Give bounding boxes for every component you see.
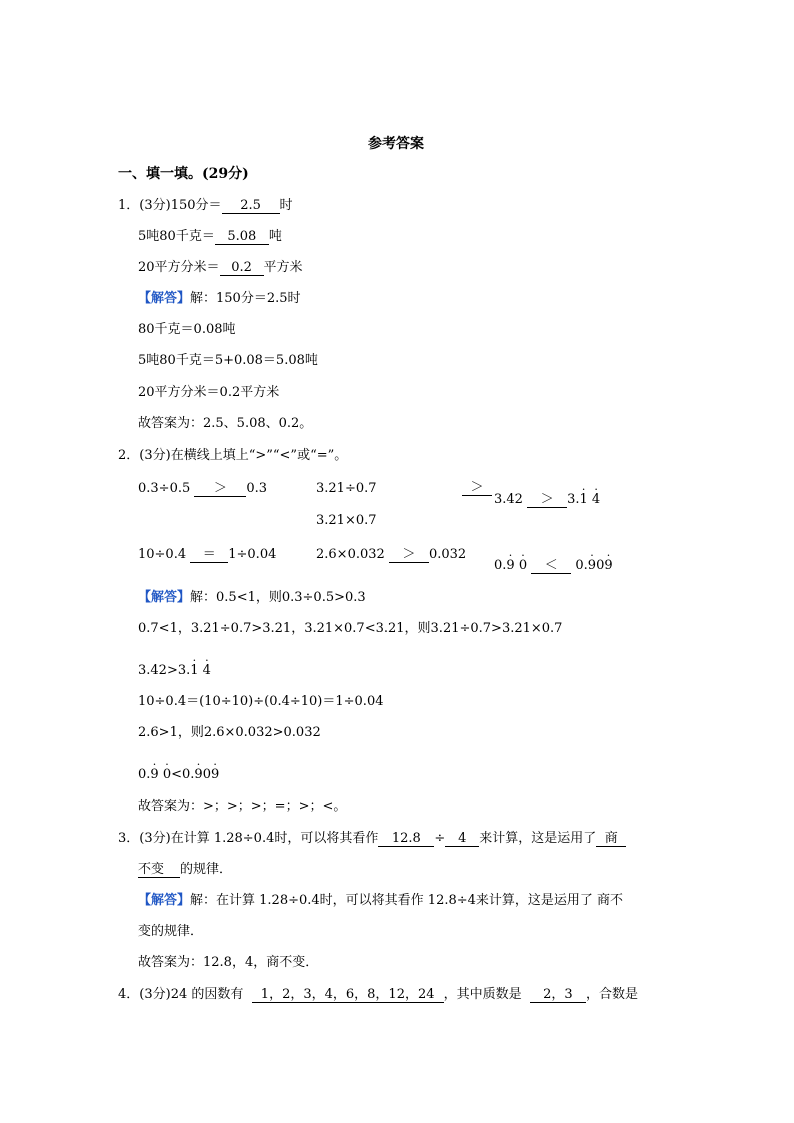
- q2-prompt: 在横线上填上“>”“<”或“=”。: [170, 448, 348, 463]
- s6-repeat-3: · 9: [194, 767, 202, 783]
- q1-answer-2: 5.08: [215, 230, 269, 245]
- q1-answer-1: 2.5: [222, 199, 280, 214]
- q1-l2-pre: 5吨80千克＝: [138, 229, 215, 244]
- q2-number: 2．: [118, 448, 140, 463]
- q3-score: (3分): [139, 831, 171, 846]
- q2-solution-4: 10÷0.4＝(10÷10)÷(0.4÷10)＝1÷0.04: [138, 694, 384, 709]
- q2-answer-summary: 故答案为：>；>；>；=；>；<。: [138, 799, 347, 814]
- q1-solution-4: 20平方分米＝0.2平方米: [138, 385, 280, 400]
- q2-solution-5: 2.6>1，则2.6×0.032>0.032: [138, 725, 321, 740]
- q2-exercise-1: [138, 481, 267, 497]
- q3-answer-3b: 不变: [138, 863, 180, 878]
- q2-solution-6: [138, 767, 219, 783]
- q3-div: ÷: [434, 831, 446, 846]
- e6-left-repeat-1: · 9: [506, 558, 514, 574]
- q1-answer-3: 0.2: [220, 261, 264, 276]
- q4-pre: 24 的因数有: [170, 987, 244, 1002]
- q1-solution-1: [138, 291, 301, 307]
- q1-solution-3: 5吨80千克＝5+0.08＝5.08吨: [138, 353, 318, 368]
- q2-line1: [118, 448, 347, 464]
- q3-answer-2: 4: [445, 832, 479, 847]
- q1-l1-post: 时: [279, 198, 293, 213]
- q1-solution-tag: 【解答】: [138, 291, 191, 306]
- section-heading: 一、填一填。(29分): [118, 166, 249, 182]
- s6-int: 0.: [138, 767, 151, 782]
- q2-solution-2: 0.7<1，3.21÷0.7>3.21，3.21×0.7<3.21，则3.21÷0.7>3.21×0.7: [138, 621, 563, 636]
- q4-mid: ，其中质数是: [443, 987, 522, 1002]
- q4-post: ，合数是: [585, 987, 638, 1002]
- q2-exercise-4: [138, 547, 276, 563]
- q2-solution-1: [138, 590, 366, 606]
- q1-l3-pre: 20平方分米＝: [138, 260, 220, 275]
- q4-line1: [118, 987, 638, 1003]
- q3-number: 3．: [118, 831, 140, 846]
- e6-right-digit: 0: [596, 558, 605, 573]
- q4-number: 4．: [118, 987, 140, 1002]
- q3-answer-1: 12.8: [378, 832, 434, 847]
- q2-exercise-5: [316, 547, 466, 563]
- e4-left: 10÷0.4: [138, 547, 187, 562]
- q3-solution-1: [138, 893, 623, 909]
- q1-solution-2: 80千克＝0.08吨: [138, 322, 236, 337]
- e6-right-int: 0.: [575, 558, 588, 573]
- e1-left: 0.3÷0.5: [138, 481, 191, 496]
- e6-left-int: 0.: [494, 558, 507, 573]
- e3-right-int: 3.: [567, 492, 580, 507]
- e6-right-repeat-1: · 9: [588, 558, 596, 574]
- q2-solution-tag: 【解答】: [138, 590, 191, 605]
- e5-right: 0.032: [428, 547, 467, 562]
- q4-answer-1: 1，2，3，4，6，8，12，24: [252, 988, 444, 1003]
- q3-line1: [118, 831, 626, 847]
- e5-answer: ＞: [389, 548, 429, 563]
- q3-solution-2: 变的规律．: [138, 924, 204, 939]
- q3-answer-3a: 商: [596, 832, 626, 847]
- q2-exercise-6: [494, 558, 613, 574]
- q2-score: (3分): [139, 448, 171, 463]
- e1-right: 0.3: [246, 481, 268, 496]
- s3-text: 3.42>3.: [138, 663, 191, 678]
- q1-score: (3分): [139, 198, 171, 213]
- e6-right-repeat-2: · 9: [604, 558, 612, 574]
- q1-line1: [118, 198, 293, 214]
- e4-right: 1÷0.04: [228, 547, 277, 562]
- q1-answer-summary: 故答案为：2.5、5.08、0.2。: [138, 416, 313, 431]
- q2-solution-3: [138, 663, 211, 679]
- q2-exercise-2-right: 3.21×0.7: [316, 513, 377, 528]
- q3-mid: 来计算，这是运用了: [479, 831, 597, 846]
- q3-answer-summary: 故答案为：12.8，4，商不变．: [138, 955, 319, 970]
- e3-left: 3.42: [494, 492, 523, 507]
- e3-repeat-digit-2: · 4: [592, 492, 600, 508]
- s6-repeat-2: · 0: [163, 767, 171, 783]
- page-title: 参考答案: [368, 136, 424, 152]
- q3-pre: 在计算 1.28÷0.4时，可以将其看作: [170, 831, 379, 846]
- q4-score: (3分): [139, 987, 171, 1002]
- q3-line2: [138, 862, 232, 878]
- q3-post: 的规律．: [180, 862, 233, 877]
- s6-repeat-1: · 9: [150, 767, 158, 783]
- s6-mid: <0.: [171, 767, 195, 782]
- q2-exercise-3: [494, 492, 600, 508]
- q1-line3: [138, 260, 303, 276]
- e4-answer: ＝: [190, 548, 228, 563]
- q4-answer-2: 2，3: [530, 988, 586, 1003]
- q2-solution-text: 解：0.5<1，则0.3÷0.5>0.3: [190, 590, 366, 605]
- e3-repeat-digit-1: · 1: [580, 492, 588, 508]
- e6-answer: ＜: [531, 559, 571, 574]
- q1-solution-text: 解：150分＝2.5时: [190, 291, 301, 306]
- q3-solution-tag: 【解答】: [138, 893, 191, 908]
- q1-line2: [138, 229, 282, 245]
- s6-repeat-4: · 9: [211, 767, 219, 783]
- q3-solution-text: 解：在计算 1.28÷0.4时，可以将其看作 12.8÷4来计算，这是运用了 商不: [190, 893, 624, 908]
- q1-number: 1．: [118, 198, 140, 213]
- e6-left-repeat-2: · 0: [519, 558, 527, 574]
- q1-l2-post: 吨: [268, 229, 282, 244]
- e2-answer: ＞: [462, 481, 492, 496]
- e1-answer: ＞: [194, 482, 246, 497]
- q2-exercise-2-answer-line: [462, 480, 492, 496]
- q2-exercise-2-left: 3.21÷0.7: [316, 481, 377, 496]
- q1-l1-pre: 150分＝: [170, 198, 222, 213]
- q1-l3-post: 平方米: [263, 260, 303, 275]
- e5-left: 2.6×0.032: [316, 547, 385, 562]
- e3-answer: ＞: [527, 493, 567, 508]
- s6-digit: 0: [202, 767, 211, 782]
- s3-repeat-2: · 4: [203, 663, 211, 679]
- s3-repeat-1: · 1: [190, 663, 198, 679]
